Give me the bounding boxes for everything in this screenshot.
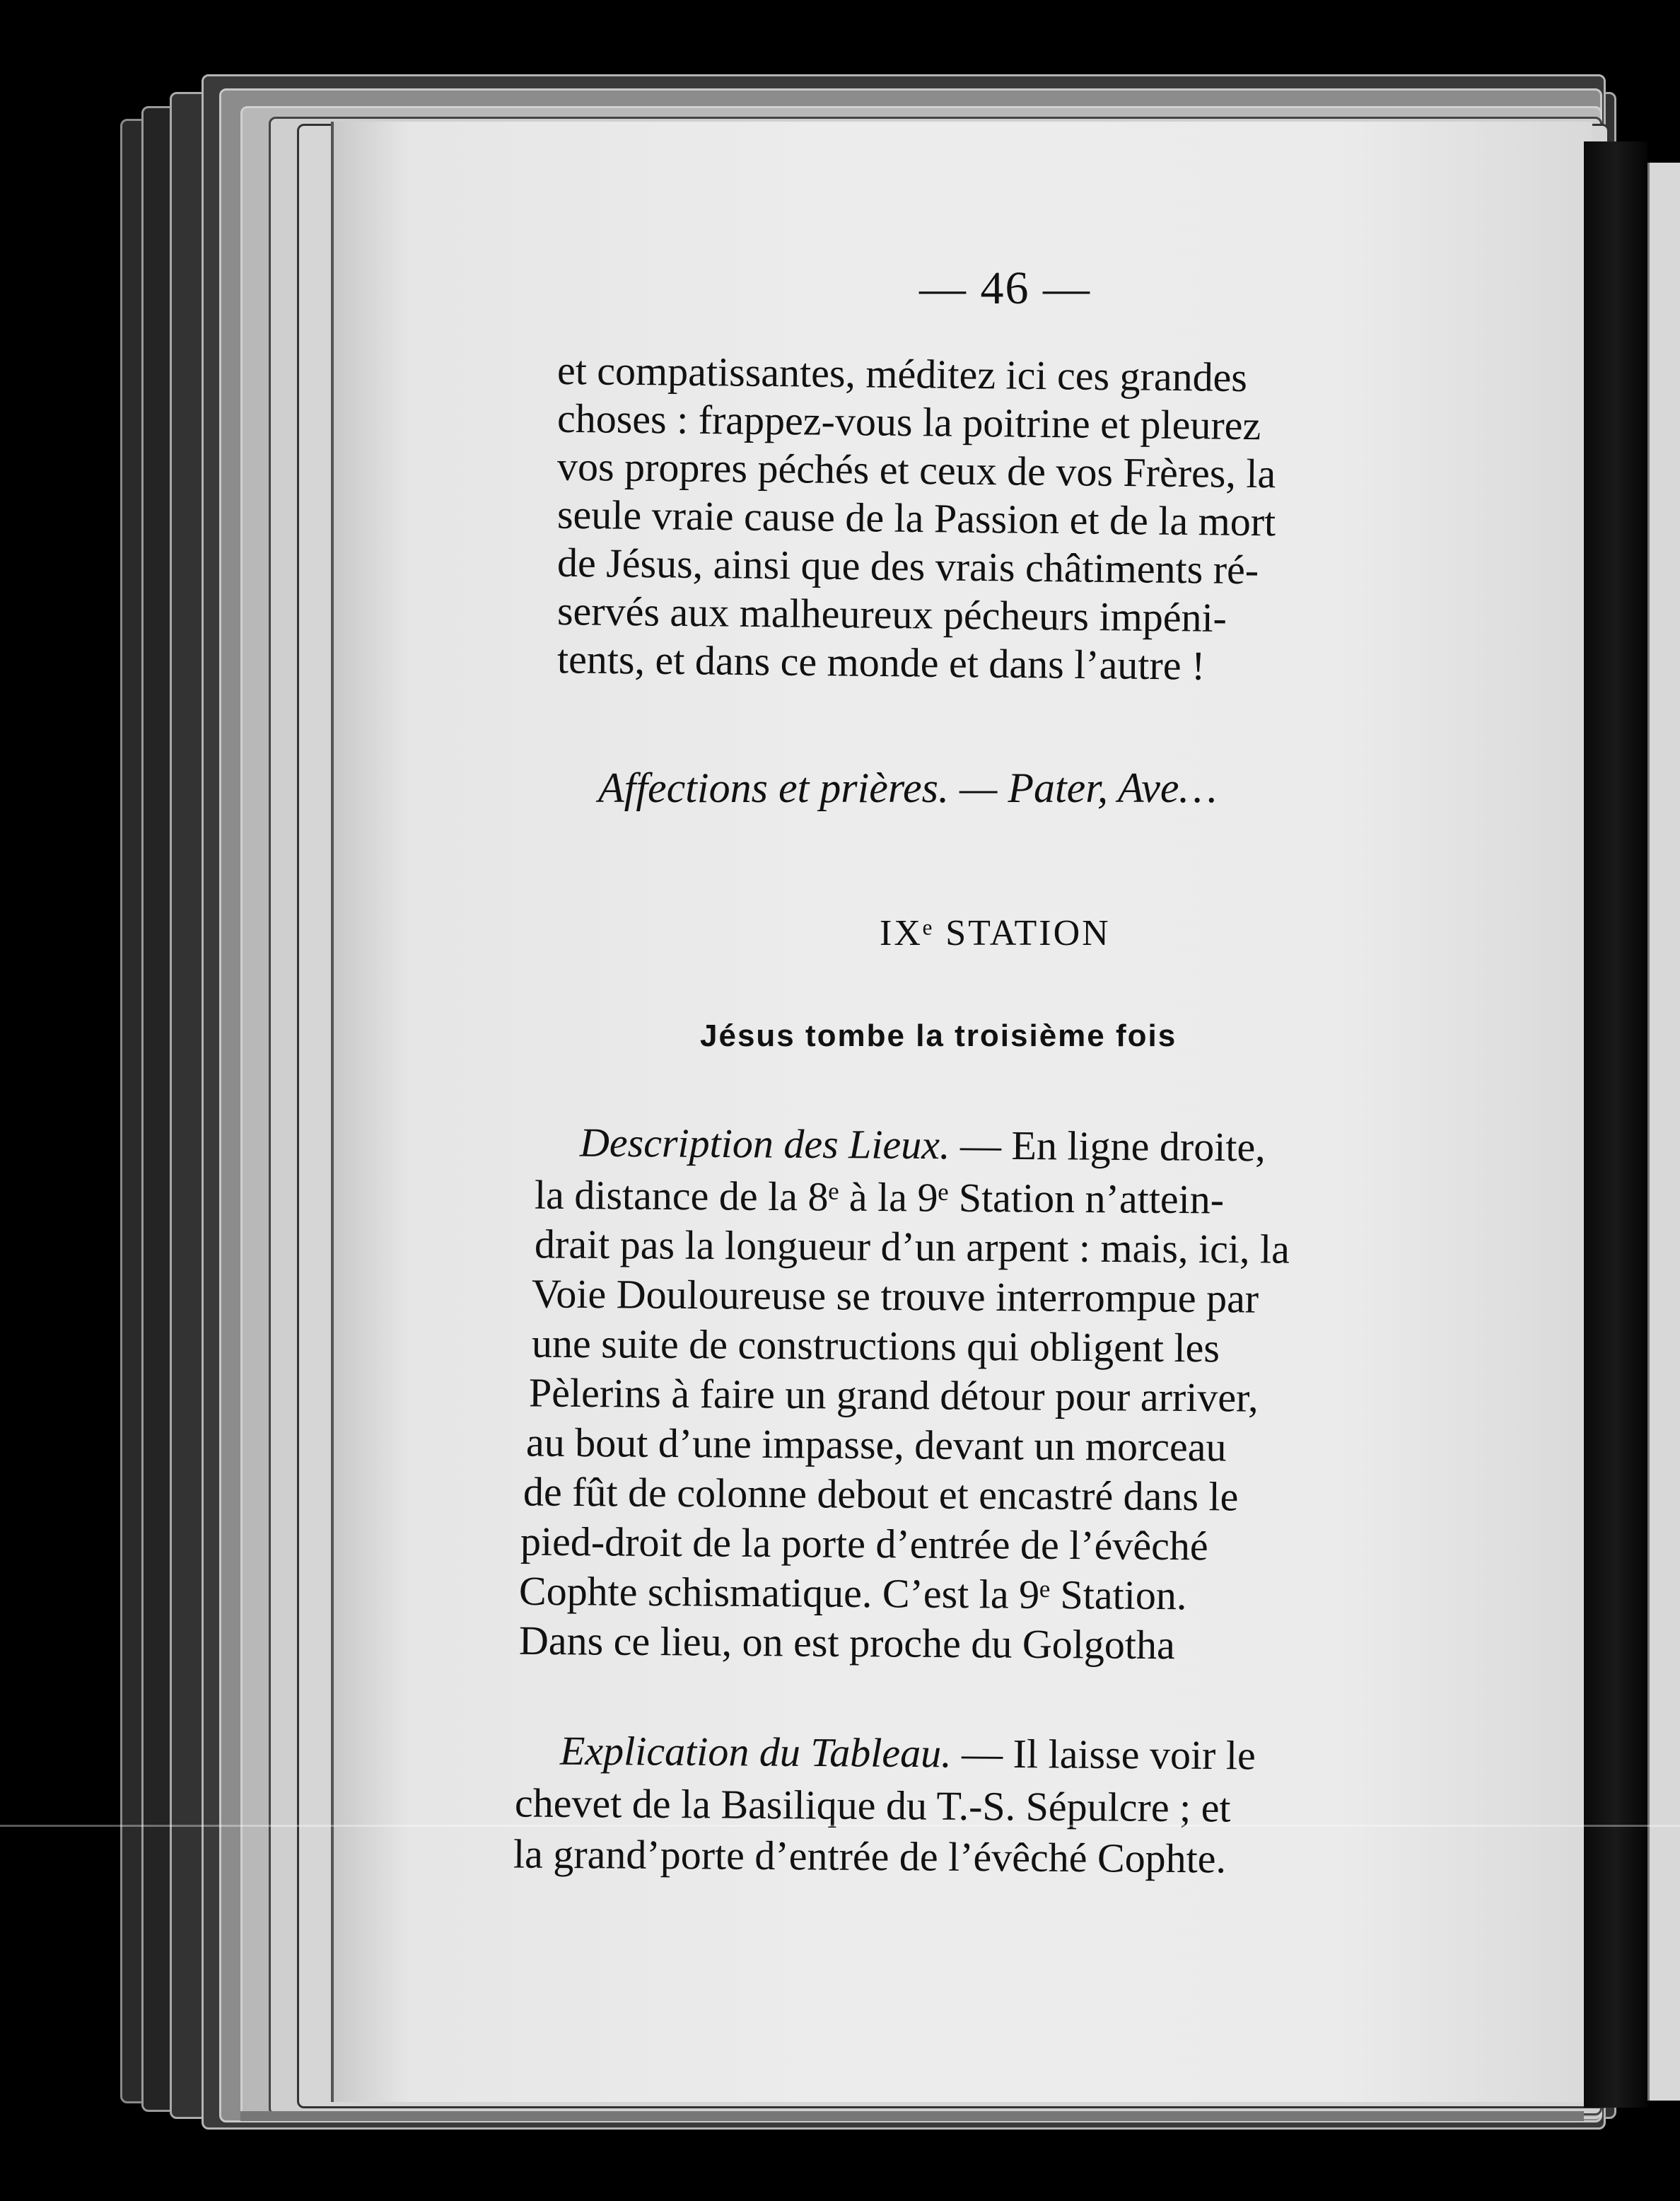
explication-lead: Explication du Tableau.: [559, 1727, 952, 1777]
description-line: drait pas la longueur d’un arpent : mais, ici, la: [534, 1221, 1290, 1272]
paragraph-line: vos propres péchés et ceux de vos Frères, la: [556, 443, 1276, 497]
description-line: Dans ce lieu, on est proche du Golgotha: [518, 1617, 1175, 1668]
description-line: une suite de constructions qui obligent les: [531, 1320, 1220, 1371]
book-spine: [1584, 141, 1647, 2108]
affections-line: Affections et prières. — Pater, Ave…: [598, 765, 1217, 811]
paragraph-line: tents, et dans ce monde et dans l’autre !: [556, 636, 1206, 689]
paragraph-line: de Jésus, ainsi que des vrais châtiments ré-: [556, 539, 1259, 593]
explication-line: la grand’porte d’entrée de l’évêché Cophte.: [513, 1830, 1227, 1882]
description-first-line: [579, 1119, 1266, 1171]
page-bottom-edge: [240, 2111, 1584, 2121]
description-line: Cophte schismatique. C’est la 9ᵉ Station.: [518, 1567, 1187, 1619]
description-line: Pèlerins à faire un grand détour pour arriver,: [528, 1369, 1259, 1421]
page-number: — 46 —: [919, 262, 1091, 314]
description-line: la distance de la 8ᵉ à la 9ᵉ Station n’attein-: [534, 1171, 1225, 1223]
scan-artifact-line: [0, 1825, 1680, 1827]
paragraph-line: servés aux malheureux pécheurs impéni-: [556, 588, 1227, 641]
paragraph-line: choses : frappez-vous la poitrine et pleurez: [556, 395, 1261, 449]
facing-page-edge: [1647, 163, 1680, 2101]
explication-first-rest: — Il laisse voir le: [951, 1730, 1256, 1779]
description-line: au bout d’une impasse, devant un morceau: [525, 1419, 1227, 1470]
explication-first-line: [559, 1727, 1256, 1779]
explication-line: chevet de la Basilique du T.-S. Sépulcre ; et: [514, 1779, 1231, 1831]
description-lead: Description des Lieux.: [579, 1119, 950, 1168]
station-heading: IXᵉ STATION: [880, 913, 1111, 953]
description-first-rest: — En ligne droite,: [950, 1122, 1266, 1171]
description-line: pied-droit de la porte d’entrée de l’évêché: [520, 1518, 1208, 1569]
paragraph-line: et compatissantes, méditez ici ces grandes: [556, 347, 1248, 401]
station-title: Jésus tombe la troisième fois: [700, 1018, 1177, 1053]
paragraph-line: seule vraie cause de la Passion et de la mort: [556, 491, 1276, 545]
description-line: de fût de colonne debout et encastré dans le: [523, 1468, 1239, 1520]
description-line: Voie Douloureuse se trouve interrompue par: [531, 1270, 1259, 1322]
